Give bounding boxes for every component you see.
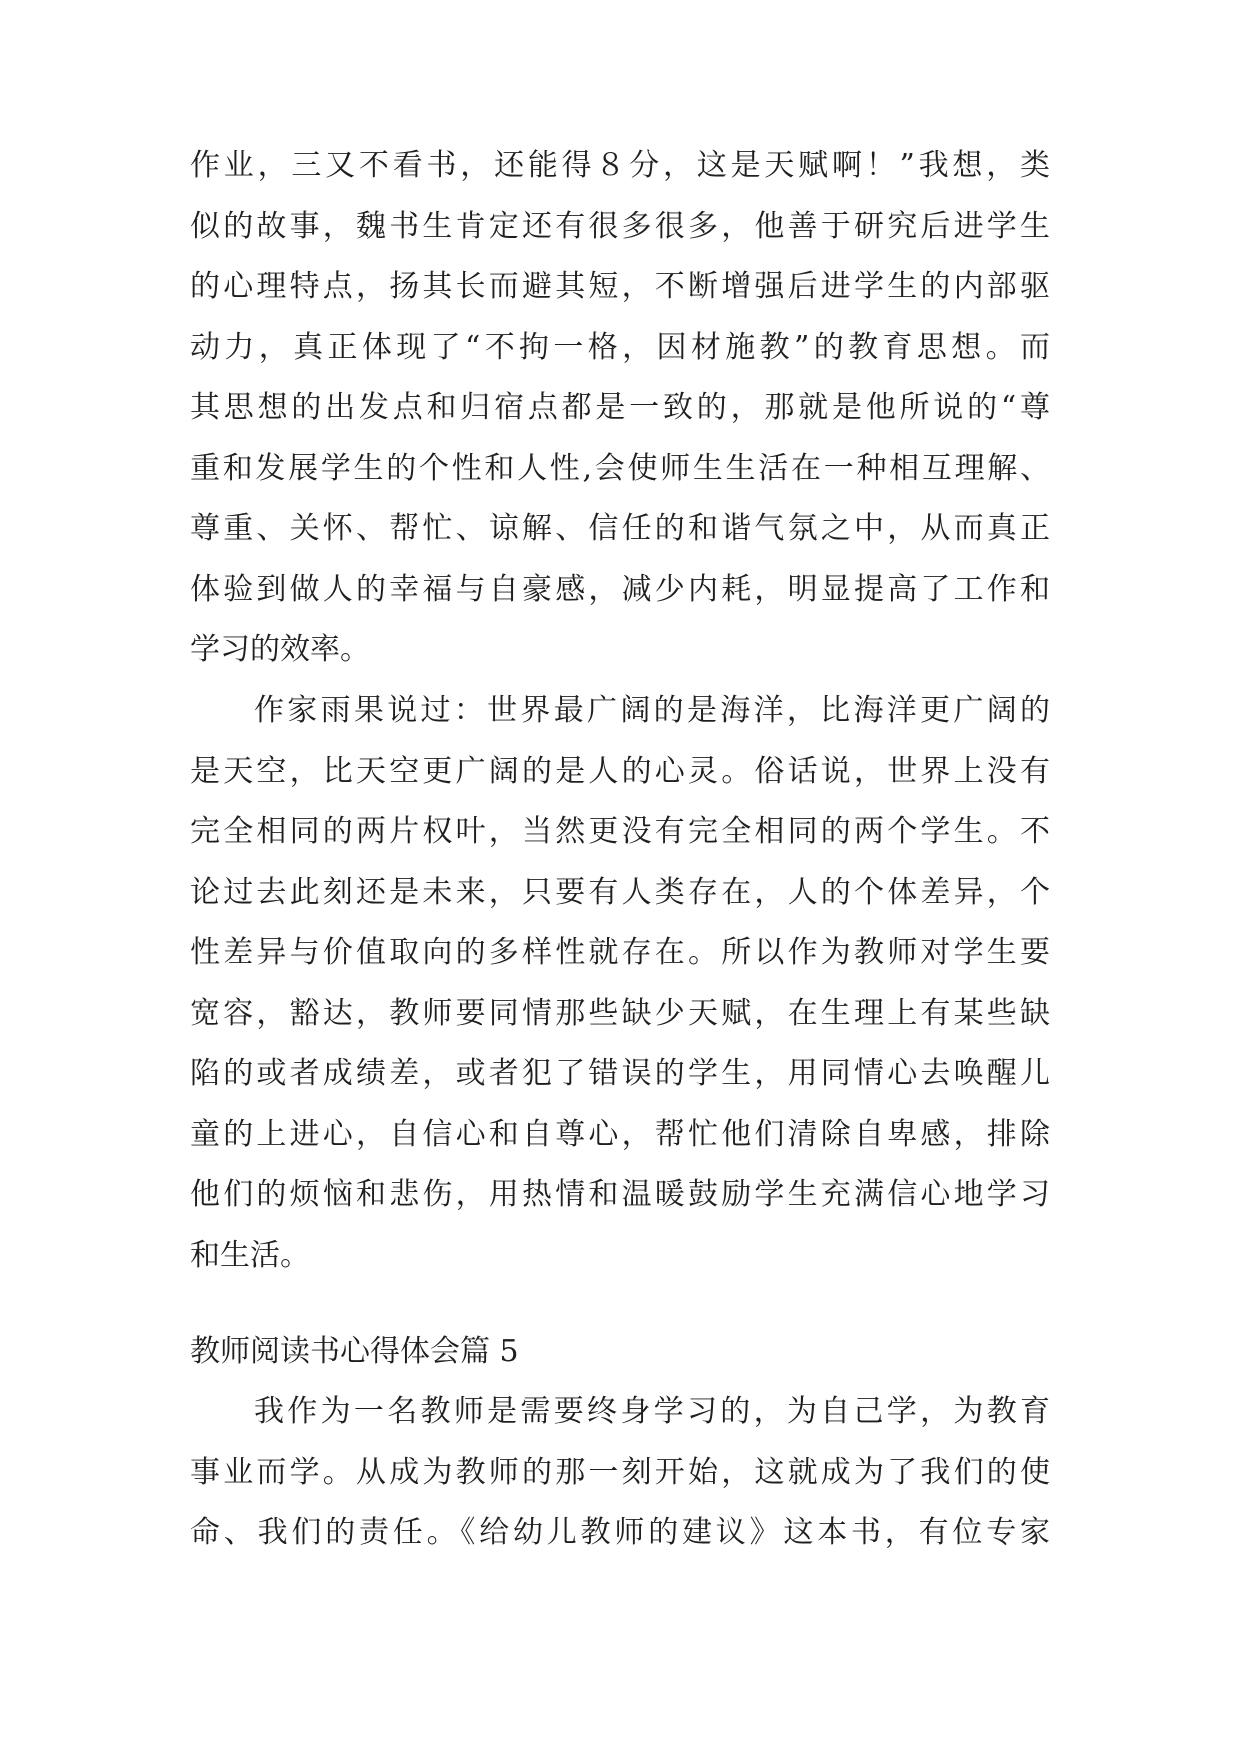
paragraph-line: 和生活。: [190, 1237, 310, 1273]
paragraph-line: 性差异与价值取向的多样性就存在。所以作为教师对学生要: [190, 935, 1050, 970]
paragraph-3: [190, 1382, 1050, 1564]
paragraph-line: 陷的或者成绩差，或者犯了错误的学生，用同情心去唤醒儿: [190, 1056, 1050, 1091]
section-heading: 教师阅读书心得体会篇 5: [190, 1334, 519, 1369]
paragraph-line: 论过去此刻还是未来，只要有人类存在，人的个体差异，个: [190, 874, 1050, 910]
paragraph-line: 事业而学。从成为教师的那一刻开始，这就成为了我们的使: [190, 1454, 1050, 1490]
paragraph-line: 学习的效率。: [190, 632, 370, 667]
paragraph-line: 重和发展学生的个性和人性,会使师生生活在一种相互理解、: [190, 450, 1050, 486]
paragraph-line: 完全相同的两片权叶，当然更没有完全相同的两个学生。不: [190, 814, 1050, 849]
paragraph-line: 体验到做人的幸福与自豪感，减少内耗，明显提高了工作和: [190, 571, 1050, 607]
paragraph-line: 尊重、关怀、帮忙、谅解、信任的和谐气氛之中，从而真正: [190, 511, 1050, 546]
paragraph-2: [190, 681, 1050, 1286]
paragraph-line: 他们的烦恼和悲伤，用热情和温暖鼓励学生充满信心地学习: [190, 1177, 1050, 1212]
paragraph-line: 作家雨果说过：世界最广阔的是海洋，比海洋更广阔的: [254, 693, 1050, 728]
paragraph-line: 我作为一名教师是需要终身学习的，为自己学，为教育: [254, 1394, 1050, 1429]
paragraph-line: 的心理特点，扬其长而避其短，不断增强后进学生的内部驱: [190, 269, 1050, 304]
paragraph-1: [190, 136, 1050, 681]
paragraph-line: 宽容，豁达，教师要同情那些缺少天赋，在生理上有某些缺: [190, 995, 1050, 1031]
paragraph-line: 是天空，比天空更广阔的是人的心灵。俗话说，世界上没有: [190, 753, 1050, 789]
paragraph-line: 命、我们的责任。《给幼儿教师的建议》这本书，有位专家: [190, 1515, 1050, 1550]
paragraph-line: 动力，真正体现了“不拘一格，因材施教”的教育思想。而: [190, 329, 1050, 365]
paragraph-line: 其思想的出发点和归宿点都是一致的，那就是他所说的“尊: [190, 390, 1050, 425]
paragraph-line: 童的上进心，自信心和自尊心，帮忙他们清除自卑感，排除: [190, 1116, 1050, 1152]
paragraph-line: 似的故事，魏书生肯定还有很多很多，他善于研究后进学生: [190, 208, 1050, 244]
paragraph-line: 作业，三又不看书，还能得８分，这是天赋啊！”我想，类: [190, 148, 1050, 183]
